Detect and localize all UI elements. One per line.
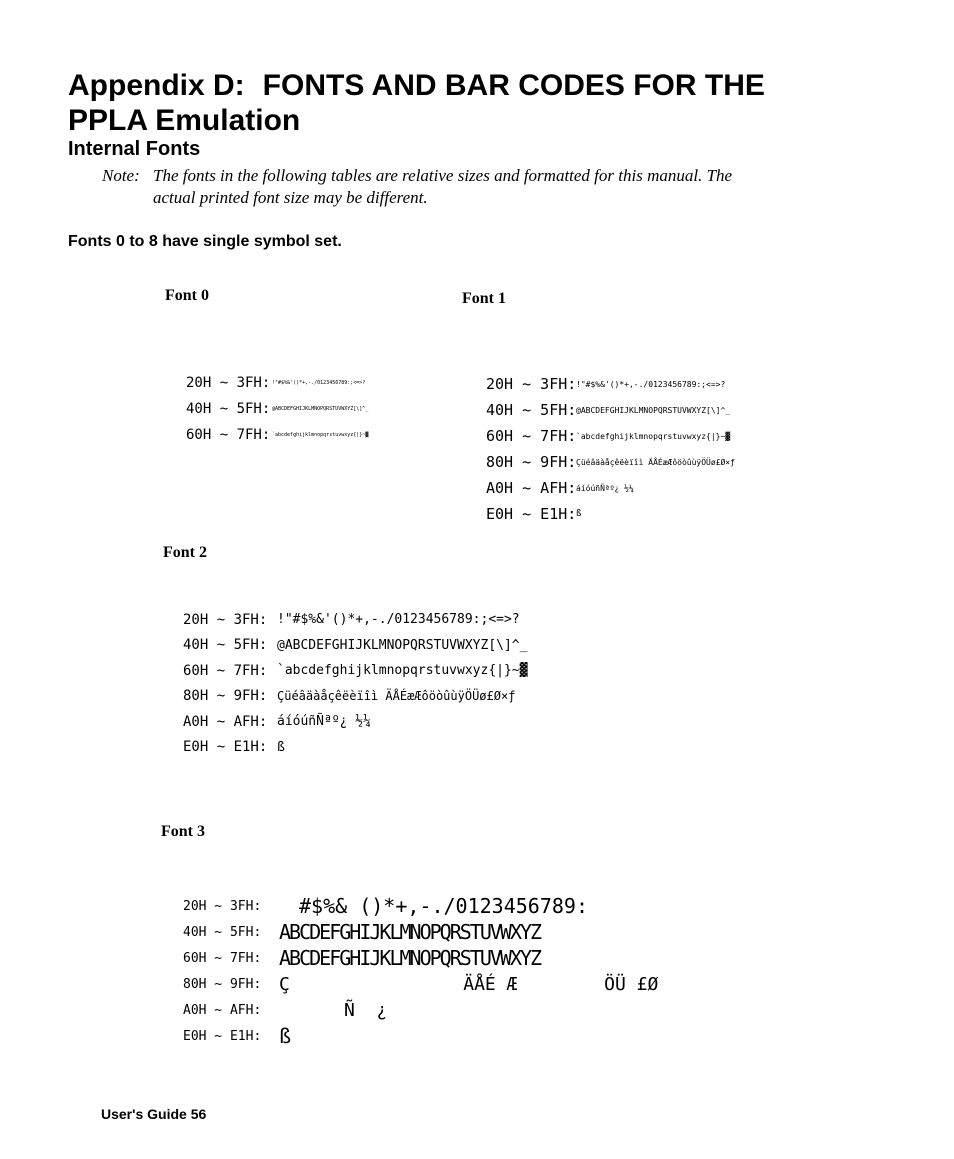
font3-range: A0H ~ AFH:: [183, 1002, 262, 1018]
note: [102, 165, 842, 209]
font3-chars: ABCDEFGHIJKLMNOPQRSTUVWXYZ: [279, 946, 541, 970]
font2-title: Font 2: [163, 544, 207, 561]
font0-row: [186, 396, 368, 422]
font2-range: 80H ~ 9FH:: [183, 688, 268, 705]
font3-chars: #$%& ()*+,-./0123456789:: [299, 894, 588, 918]
font1-chars: Çüéâäàåçêëèïîì ÄÅÉæÆôöòûùÿÖÜø£Ø×ƒ: [576, 457, 735, 467]
font0-chars: !"#$%&'()*+,-./0123456789:;<=>?: [272, 380, 366, 386]
note-line1: The fonts in the following tables are relative sizes and formatted for this manual. The: [153, 166, 733, 185]
font2-chars: !"#$%&'()*+,-./0123456789:;<=>?: [277, 612, 520, 628]
note-label: Note:: [102, 166, 140, 185]
font0-title: Font 0: [165, 287, 209, 304]
font2-row: [183, 684, 527, 710]
font0-table: [186, 370, 368, 448]
font3-range: 60H ~ 7FH:: [183, 950, 262, 966]
title-line2: PPLA Emulation: [68, 104, 301, 137]
font1-range: 20H ~ 3FH:: [486, 375, 577, 393]
font0-chars: `abcdefghijklmnopqrstuvwxyz{|}~▓: [272, 432, 369, 438]
font2-chars: @ABCDEFGHIJKLMNOPQRSTUVWXYZ[\]^_: [277, 637, 528, 653]
font1-table: [486, 371, 735, 527]
font2-chars: `abcdefghijklmnopqrstuvwxyz{|}~▓: [277, 663, 528, 679]
font1-range: A0H ~ AFH:: [486, 479, 577, 497]
font2-range: 20H ~ 3FH:: [183, 611, 268, 628]
section-heading: Internal Fonts: [68, 138, 201, 160]
font0-range: 40H ~ 5FH:: [186, 401, 271, 417]
font3-table: [183, 893, 658, 1049]
font3-title: Font 3: [161, 823, 205, 840]
font2-table: [183, 607, 527, 760]
font2-range: E0H ~ E1H:: [183, 739, 268, 756]
font3-chars: ß: [279, 1024, 292, 1048]
font2-row: [183, 633, 527, 659]
font3-chars: Ñ ¿: [279, 999, 388, 1021]
font1-chars: áíóúñÑªº¿ ½¼: [576, 483, 634, 493]
font2-row: [183, 709, 527, 735]
font3-row: [183, 1023, 658, 1049]
font1-chars: @ABCDEFGHIJKLMNOPQRSTUVWXYZ[\]^_: [576, 405, 731, 415]
title-line1: FONTS AND BAR CODES FOR THE: [262, 69, 765, 102]
font2-row: [183, 735, 527, 761]
font3-chars: ABCDEFGHIJKLMNOPQRSTUVWXYZ: [279, 920, 541, 944]
page-title: [68, 68, 888, 138]
font1-range: 40H ~ 5FH:: [486, 401, 577, 419]
font1-row: [486, 449, 735, 475]
appendix-label: Appendix D:: [68, 69, 245, 102]
font2-range: 40H ~ 5FH:: [183, 637, 268, 654]
font3-row: [183, 945, 658, 971]
font3-chars: Ç ÄÅÉ Æ ÖÜ £Ø: [279, 973, 659, 995]
font2-range: A0H ~ AFH:: [183, 713, 268, 730]
font3-range: 80H ~ 9FH:: [183, 976, 262, 992]
font3-row: [183, 997, 658, 1023]
font0-row: [186, 422, 368, 448]
font1-range: 80H ~ 9FH:: [486, 453, 577, 471]
font3-range: 40H ~ 5FH:: [183, 924, 262, 940]
font0-chars: @ABCDEFGHIJKLMNOPQRSTUVWXYZ[\]^_: [272, 406, 369, 412]
font2-chars: Çüéâäàåçêëèïîì ÄÅÉæÆôöòûùÿÖÜø£Ø×ƒ: [277, 689, 516, 704]
font3-row: [183, 971, 658, 997]
font1-range: E0H ~ E1H:: [486, 505, 577, 523]
note-line2: actual printed font size may be different.: [153, 188, 428, 207]
font2-row: [183, 658, 527, 684]
font2-range: 60H ~ 7FH:: [183, 662, 268, 679]
font1-row: [486, 475, 735, 501]
font0-range: 20H ~ 3FH:: [186, 375, 271, 391]
font2-chars: ß: [277, 739, 285, 755]
page-footer: User's Guide 56: [101, 1106, 207, 1122]
font1-row: [486, 371, 735, 397]
font1-chars: !"#$%&'()*+,-./0123456789:;<=>?: [576, 379, 726, 389]
font2-row: [183, 607, 527, 633]
font3-range: E0H ~ E1H:: [183, 1028, 262, 1044]
font1-chars: ß: [576, 509, 582, 519]
font1-range: 60H ~ 7FH:: [486, 427, 577, 445]
font1-title: Font 1: [462, 290, 506, 307]
font1-row: [486, 501, 735, 527]
font1-row: [486, 423, 735, 449]
font3-row: [183, 919, 658, 945]
font1-chars: `abcdefghijklmnopqrstuvwxyz{|}~▓: [576, 431, 731, 441]
font3-row: [183, 893, 658, 919]
font1-row: [486, 397, 735, 423]
font0-range: 60H ~ 7FH:: [186, 427, 271, 443]
font0-row: [186, 370, 368, 396]
subheading: Fonts 0 to 8 have single symbol set.: [68, 233, 342, 250]
font3-range: 20H ~ 3FH:: [183, 898, 262, 914]
font2-chars: áíóúñÑªº¿ ½¼: [277, 714, 371, 730]
